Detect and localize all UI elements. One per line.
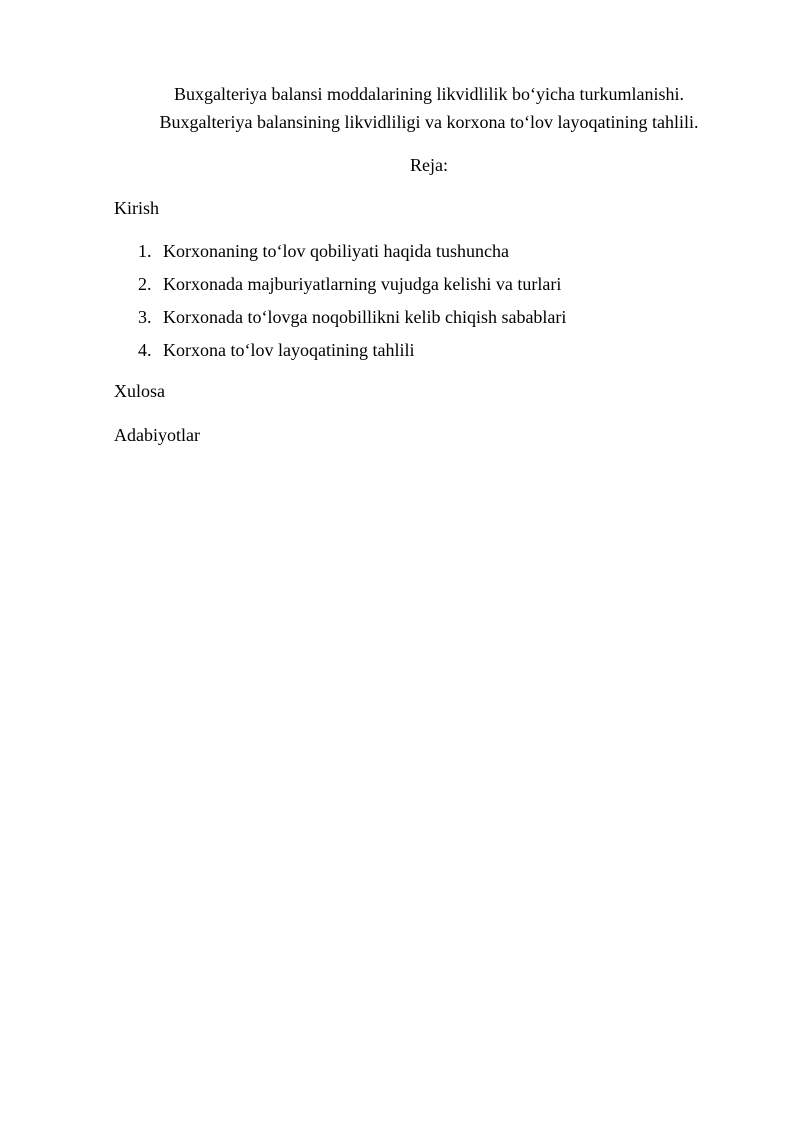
plan-item-1	[0, 240, 800, 273]
plan-item-text: Korxona to‘lov layoqatining tahlili	[163, 340, 415, 360]
plan-heading: Reja:	[410, 155, 448, 175]
plan-item-text: Korxonada to‘lovga noqobillikni kelib chiqish sabablari	[163, 307, 567, 327]
introduction-label: Kirish	[114, 198, 159, 218]
plan-item-3	[0, 306, 800, 339]
plan-item-number: 3.	[138, 307, 152, 327]
plan-list	[0, 240, 800, 372]
plan-item-text: Korxonada majburiyatlarning vujudga kelishi va turlari	[163, 274, 562, 294]
plan-item-number: 2.	[138, 274, 152, 294]
document-title-line-1: Buxgalteriya balansi moddalarining likvidlilik bo‘yicha turkumlanishi.	[174, 84, 684, 104]
plan-item-2	[0, 273, 800, 306]
conclusion-label: Xulosa	[114, 381, 165, 401]
references-label: Adabiyotlar	[114, 425, 200, 445]
plan-item-number: 4.	[138, 340, 152, 360]
plan-item-text: Korxonaning to‘lov qobiliyati haqida tushuncha	[163, 241, 509, 261]
plan-item-number: 1.	[138, 241, 152, 261]
plan-item-4	[0, 339, 800, 372]
document-title-line-2: Buxgalteriya balansining likvidliligi va korxona to‘lov layoqatining tahlili.	[159, 112, 699, 132]
